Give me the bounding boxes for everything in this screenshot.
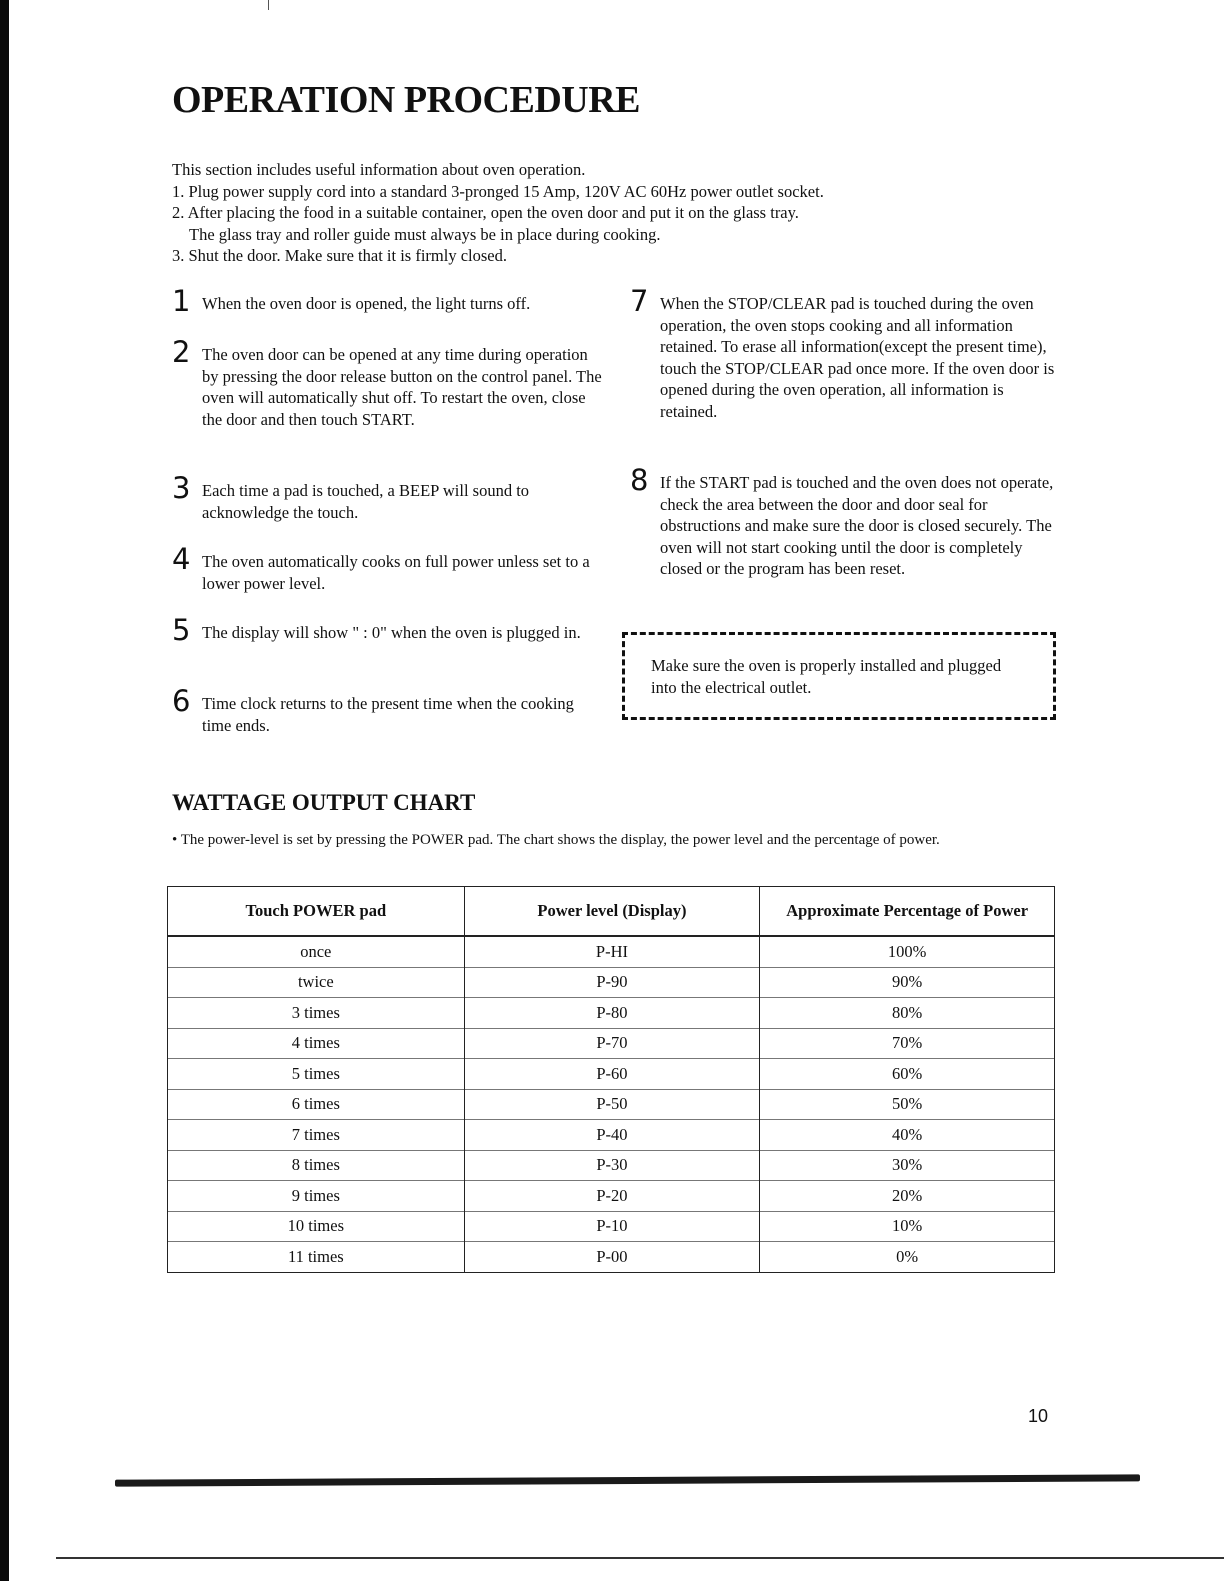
note-number: 1 <box>172 284 191 318</box>
installation-tip-text: Make sure the oven is properly installed and plugged into the electrical outlet. <box>651 656 1002 697</box>
table-row <box>168 1242 1055 1273</box>
note-text: Time clock returns to the present time when the cooking time ends. <box>202 694 574 735</box>
page-title: OPERATION PROCEDURE <box>172 79 640 121</box>
note-item <box>172 471 602 523</box>
percentage-cell: 60% <box>760 1059 1055 1090</box>
note-number: 2 <box>172 335 191 369</box>
scan-mark <box>268 0 269 10</box>
percentage-cell: 50% <box>760 1089 1055 1120</box>
table-row <box>168 1059 1055 1090</box>
page-number: 10 <box>1028 1406 1049 1426</box>
display-cell: P-70 <box>464 1028 760 1059</box>
installation-tip-box <box>622 632 1056 720</box>
touch-count-cell: 5 times <box>168 1059 465 1090</box>
note-text: The oven automatically cooks on full power unless set to a lower power level. <box>202 552 590 593</box>
table-row <box>168 967 1055 998</box>
display-cell: P-80 <box>464 998 760 1029</box>
note-item <box>172 335 602 430</box>
table-row <box>168 1089 1055 1120</box>
percentage-cell: 10% <box>760 1211 1055 1242</box>
page-edge-bar <box>0 0 9 1581</box>
table-row <box>168 1181 1055 1212</box>
wattage-table <box>167 886 1055 1273</box>
display-cell: P-30 <box>464 1150 760 1181</box>
display-cell: P-10 <box>464 1211 760 1242</box>
intro-step-2: 2. After placing the food in a suitable container, open the oven door and put it on the glass tray. <box>172 203 799 222</box>
display-cell: P-90 <box>464 967 760 998</box>
column-header-touch: Touch POWER pad <box>168 887 465 937</box>
touch-count-cell: 11 times <box>168 1242 465 1273</box>
wattage-chart-note: • The power-level is set by pressing the POWER pad. The chart shows the display, the power level and the percentage of power. <box>172 832 940 848</box>
touch-count-cell: 4 times <box>168 1028 465 1059</box>
intro-step-3: 3. Shut the door. Make sure that it is firmly closed. <box>172 246 507 265</box>
touch-count-cell: 8 times <box>168 1150 465 1181</box>
note-item <box>172 613 602 647</box>
percentage-cell: 20% <box>760 1181 1055 1212</box>
note-number: 7 <box>630 284 649 318</box>
percentage-cell: 0% <box>760 1242 1055 1273</box>
note-number: 4 <box>172 542 191 576</box>
note-number: 3 <box>172 471 191 505</box>
percentage-cell: 40% <box>760 1120 1055 1151</box>
intro-section <box>172 159 1092 267</box>
touch-count-cell: 10 times <box>168 1211 465 1242</box>
percentage-cell: 90% <box>760 967 1055 998</box>
note-number: 6 <box>172 684 191 718</box>
display-cell: P-50 <box>464 1089 760 1120</box>
table-row <box>168 1028 1055 1059</box>
note-number: 8 <box>630 463 649 497</box>
intro-step-2-detail: The glass tray and roller guide must always be in place during cooking. <box>189 224 661 244</box>
table-row <box>168 936 1055 967</box>
footer-band <box>115 1474 1140 1486</box>
percentage-cell: 100% <box>760 936 1055 967</box>
percentage-cell: 30% <box>760 1150 1055 1181</box>
note-text: Each time a pad is touched, a BEEP will sound to acknowledge the touch. <box>202 481 530 522</box>
note-text: If the START pad is touched and the oven does not operate, check the area between the door and door seal for obstructions and make sure the door is closed securely. The oven will not start cooking until the door is completely closed or the program has been reset. <box>660 473 1054 578</box>
column-header-level: Power level (Display) <box>464 887 760 937</box>
bottom-rule <box>56 1557 1224 1559</box>
display-cell: P-60 <box>464 1059 760 1090</box>
display-cell: P-00 <box>464 1242 760 1273</box>
note-number: 5 <box>172 613 191 647</box>
touch-count-cell: 6 times <box>168 1089 465 1120</box>
display-cell: P-HI <box>464 936 760 967</box>
touch-count-cell: 7 times <box>168 1120 465 1151</box>
note-item <box>172 542 602 594</box>
intro-step-1: 1. Plug power supply cord into a standard 3-pronged 15 Amp, 120V AC 60Hz power outlet socket. <box>172 181 824 201</box>
note-item <box>630 463 1060 580</box>
note-text: When the STOP/CLEAR pad is touched during the oven operation, the oven stops cooking and all information retained. To erase all information(except the present time), touch the STOP/CLEAR pad once more. If the oven door is opened during the oven operation, all information is retained. <box>660 294 1055 421</box>
note-item <box>172 284 602 318</box>
note-text: The display will show " : 0" when the oven is plugged in. <box>202 623 581 642</box>
table-row <box>168 998 1055 1029</box>
note-text: The oven door can be opened at any time during operation by pressing the door release button on the control panel. The oven will automatically shut off. To restart the oven, close the door and then touch START. <box>202 345 602 429</box>
percentage-cell: 70% <box>760 1028 1055 1059</box>
note-text: When the oven door is opened, the light turns off. <box>202 294 531 313</box>
intro-lead: This section includes useful information about oven operation. <box>172 160 586 179</box>
touch-count-cell: 3 times <box>168 998 465 1029</box>
table-row <box>168 1120 1055 1151</box>
touch-count-cell: twice <box>168 967 465 998</box>
note-item <box>172 684 602 736</box>
touch-count-cell: once <box>168 936 465 967</box>
wattage-chart-title: WATTAGE OUTPUT CHART <box>172 790 476 815</box>
note-item <box>630 284 1060 422</box>
table-row <box>168 1211 1055 1242</box>
touch-count-cell: 9 times <box>168 1181 465 1212</box>
percentage-cell: 80% <box>760 998 1055 1029</box>
display-cell: P-20 <box>464 1181 760 1212</box>
table-header-row <box>168 887 1055 937</box>
table-row <box>168 1150 1055 1181</box>
column-header-percentage: Approximate Percentage of Power <box>760 887 1055 937</box>
display-cell: P-40 <box>464 1120 760 1151</box>
